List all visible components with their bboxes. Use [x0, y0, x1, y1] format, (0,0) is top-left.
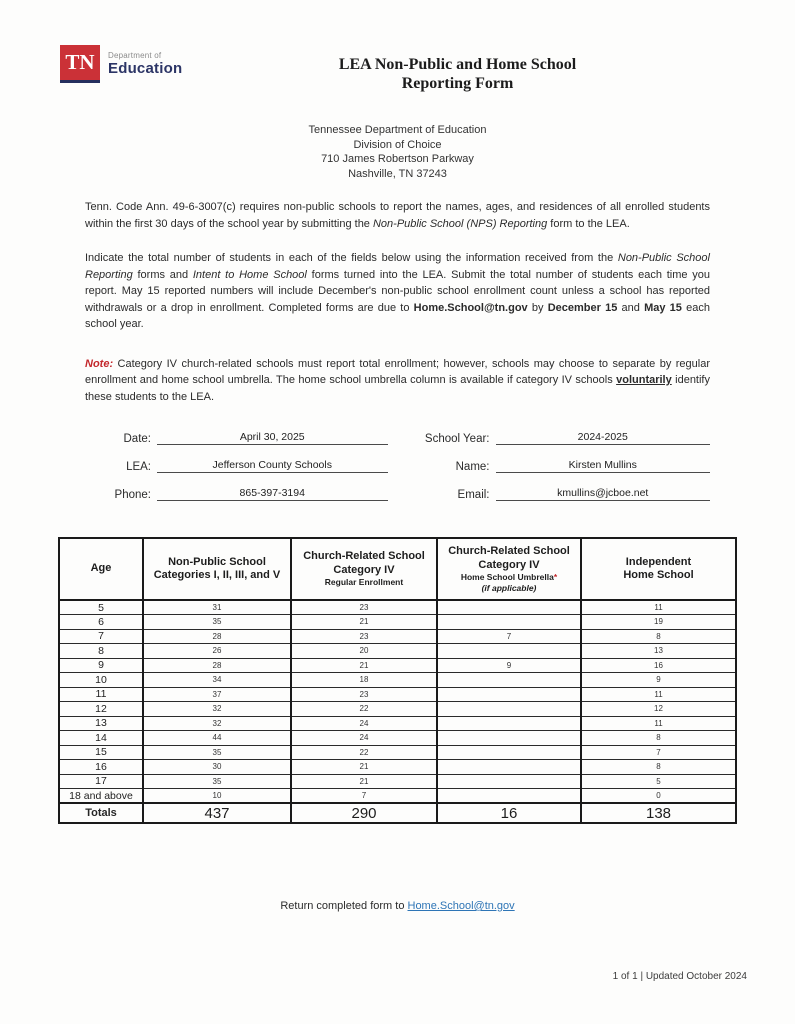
form-title-line2: Reporting Form	[401, 75, 514, 92]
count-cell	[437, 789, 581, 804]
logo-education: Education	[108, 60, 183, 77]
table-row	[59, 745, 736, 760]
count-cell: 23	[291, 629, 437, 644]
count-cell: 12	[581, 702, 736, 717]
text-segment: and	[617, 301, 645, 314]
header-age: Age	[59, 538, 143, 600]
page-header	[0, 0, 795, 93]
return-email-link[interactable]: Home.School@tn.gov	[407, 900, 515, 912]
count-cell: 34	[143, 673, 291, 688]
count-cell: 35	[143, 615, 291, 630]
count-cell: 9	[437, 658, 581, 673]
age-cell: 6	[59, 615, 143, 630]
count-cell: 23	[291, 600, 437, 615]
totals-label: Totals	[59, 803, 143, 823]
name-value: Kirsten Mullins	[496, 459, 711, 473]
lea-label: LEA:	[126, 461, 151, 473]
date-value: April 30, 2025	[157, 431, 388, 445]
count-cell: 19	[581, 615, 736, 630]
count-cell: 9	[581, 673, 736, 688]
count-cell: 16	[581, 658, 736, 673]
address-line: 710 James Robertson Parkway	[321, 153, 474, 165]
count-cell: 22	[291, 702, 437, 717]
lea-value: Jefferson County Schools	[157, 459, 388, 473]
name-field	[408, 459, 711, 473]
text-segment: Home.School@tn.gov	[413, 301, 528, 314]
text-segment: identify these students to the LEA.	[85, 374, 710, 403]
email-label: Email:	[457, 489, 490, 501]
count-cell	[437, 673, 581, 688]
form-fields	[85, 431, 710, 501]
count-cell: 0	[581, 789, 736, 804]
department-address	[0, 123, 795, 181]
tn-logo-icon: TN	[60, 45, 100, 83]
page-footer: 1 of 1 | Updated October 2024	[612, 971, 747, 982]
count-cell: 11	[581, 600, 736, 615]
text-segment: Non-Public School Reporting	[85, 252, 710, 281]
totals-church-umbrella: 16	[437, 803, 581, 823]
count-cell	[437, 760, 581, 775]
count-cell	[437, 644, 581, 659]
table-row	[59, 760, 736, 775]
count-cell: 7	[581, 745, 736, 760]
count-cell: 31	[143, 600, 291, 615]
header-line: Church-Related School	[303, 550, 425, 563]
age-cell: 9	[59, 658, 143, 673]
count-cell: 8	[581, 629, 736, 644]
age-cell: 16	[59, 760, 143, 775]
table-row	[59, 774, 736, 789]
count-cell: 30	[143, 760, 291, 775]
count-cell	[437, 731, 581, 746]
header-line: Church-Related School	[448, 545, 570, 557]
totals-church-regular: 290	[291, 803, 437, 823]
count-cell: 28	[143, 629, 291, 644]
header-subline-italic: (if applicable)	[481, 582, 537, 593]
table-row	[59, 615, 736, 630]
age-cell: 18 and above	[59, 789, 143, 804]
count-cell: 44	[143, 731, 291, 746]
text-segment: Category IV church-related schools must report total enrollment; however, schools may choose to separate by regular enrollment and home school umbrella. The home school umbrella column is available if category IV schools	[85, 357, 710, 386]
count-cell: 5	[581, 774, 736, 789]
age-cell: 5	[59, 600, 143, 615]
return-instruction	[0, 900, 795, 912]
totals-row	[59, 803, 736, 823]
count-cell: 21	[291, 615, 437, 630]
table-header-row	[59, 538, 736, 600]
address-line: Nashville, TN 37243	[348, 167, 447, 180]
header-nonpublic	[143, 538, 291, 600]
text-segment: May 15	[644, 301, 682, 314]
phone-field	[85, 487, 388, 501]
header-line: Categories I, II, III, and V	[153, 569, 281, 581]
address-line: Division of Choice	[353, 138, 442, 151]
count-cell: 21	[291, 760, 437, 775]
text-segment: by	[527, 301, 548, 314]
count-cell	[437, 716, 581, 731]
address-line: Tennessee Department of Education	[308, 124, 487, 136]
table-row	[59, 731, 736, 746]
count-cell	[437, 615, 581, 630]
text-segment: Non-Public School (NPS) Reporting	[372, 217, 548, 230]
totals-nonpublic: 437	[143, 803, 291, 823]
count-cell: 24	[291, 731, 437, 746]
count-cell: 18	[291, 673, 437, 688]
text-segment: Tenn. Code Ann. 49-6-3007(c) requires non-public schools to report the names, ages, and residences of all enrolled students within the first 30 days of the school year by submitting the	[85, 201, 710, 230]
header-line: Non-Public School	[168, 555, 266, 568]
table-row	[59, 600, 736, 615]
header-church-regular	[291, 538, 437, 600]
paragraph-statute	[85, 199, 710, 232]
header-line: Category IV	[333, 563, 395, 576]
email-value: kmullins@jcboe.net	[496, 487, 711, 501]
count-cell: 23	[291, 687, 437, 702]
header-line: Independent	[625, 555, 692, 568]
count-cell: 13	[581, 644, 736, 659]
table-row	[59, 673, 736, 688]
count-cell	[437, 600, 581, 615]
age-cell: 15	[59, 745, 143, 760]
age-cell: 13	[59, 716, 143, 731]
count-cell: 21	[291, 774, 437, 789]
text-segment: Note:	[85, 357, 114, 370]
text-segment: Intent to Home School	[192, 268, 307, 281]
form-title-line1: LEA Non-Public and Home School	[338, 56, 577, 73]
header-church-umbrella	[437, 538, 581, 600]
count-cell: 35	[143, 745, 291, 760]
header-subline: Regular Enrollment	[324, 577, 404, 588]
email-field	[408, 487, 711, 501]
return-prefix: Return completed form to	[280, 900, 408, 912]
text-segment: voluntarily	[616, 374, 672, 386]
age-cell: 12	[59, 702, 143, 717]
count-cell: 35	[143, 774, 291, 789]
table-row	[59, 702, 736, 717]
age-cell: 7	[59, 629, 143, 644]
lea-field	[85, 459, 388, 473]
header-line: Category IV	[478, 558, 540, 571]
count-cell: 28	[143, 658, 291, 673]
form-title	[290, 45, 735, 93]
count-cell: 7	[437, 629, 581, 644]
count-cell: 7	[291, 789, 437, 804]
umbrella-label: Home School Umbrella	[460, 572, 554, 582]
table-row	[59, 644, 736, 659]
age-cell: 8	[59, 644, 143, 659]
count-cell: 20	[291, 644, 437, 659]
count-cell: 8	[581, 760, 736, 775]
count-cell: 24	[291, 716, 437, 731]
count-cell: 26	[143, 644, 291, 659]
totals-independent: 138	[581, 803, 736, 823]
count-cell: 37	[143, 687, 291, 702]
text-segment: form to the LEA.	[547, 217, 630, 230]
text-segment: Indicate the total number of students in each of the fields below using the information received from the	[85, 252, 618, 264]
count-cell	[437, 745, 581, 760]
text-segment: forms turned into the LEA. Submit the total number of students each time you report. May 15 reported numbers will include December's non-public school enrollment count unless a school has reported withdrawals or a drop in enrollment. Completed forms are due to	[85, 268, 710, 314]
count-cell: 11	[581, 687, 736, 702]
school-year-label: School Year:	[424, 433, 490, 445]
text-segment: each school year.	[85, 301, 710, 330]
count-cell	[437, 687, 581, 702]
enrollment-table	[58, 537, 737, 824]
age-cell: 14	[59, 731, 143, 746]
paragraph-note	[85, 356, 710, 406]
table-row	[59, 629, 736, 644]
header-line: Home School	[623, 569, 694, 581]
school-year-value: 2024-2025	[496, 431, 711, 445]
table-row	[59, 789, 736, 804]
count-cell	[437, 774, 581, 789]
age-cell: 10	[59, 673, 143, 688]
count-cell: 21	[291, 658, 437, 673]
date-label: Date:	[123, 433, 151, 445]
text-segment: December 15	[547, 301, 618, 314]
table-row	[59, 687, 736, 702]
text-segment: forms and	[132, 268, 193, 281]
phone-value: 865-397-3194	[157, 487, 388, 501]
age-cell: 17	[59, 774, 143, 789]
count-cell: 10	[143, 789, 291, 804]
tn-department-of-education-logo	[60, 45, 290, 93]
count-cell	[437, 702, 581, 717]
school-year-field	[408, 431, 711, 445]
count-cell: 32	[143, 716, 291, 731]
header-independent	[581, 538, 736, 600]
count-cell: 8	[581, 731, 736, 746]
count-cell: 22	[291, 745, 437, 760]
phone-label: Phone:	[114, 489, 151, 501]
table-row	[59, 716, 736, 731]
header-subline	[442, 572, 576, 583]
count-cell: 32	[143, 702, 291, 717]
red-asterisk: *	[553, 572, 558, 582]
name-label: Name:	[455, 461, 490, 473]
count-cell: 11	[581, 716, 736, 731]
paragraph-instructions	[85, 250, 710, 333]
logo-department-of: Department of	[108, 51, 162, 60]
logo-text	[108, 45, 182, 77]
table-body	[59, 600, 736, 803]
date-field	[85, 431, 388, 445]
age-cell: 11	[59, 687, 143, 702]
table-row	[59, 658, 736, 673]
